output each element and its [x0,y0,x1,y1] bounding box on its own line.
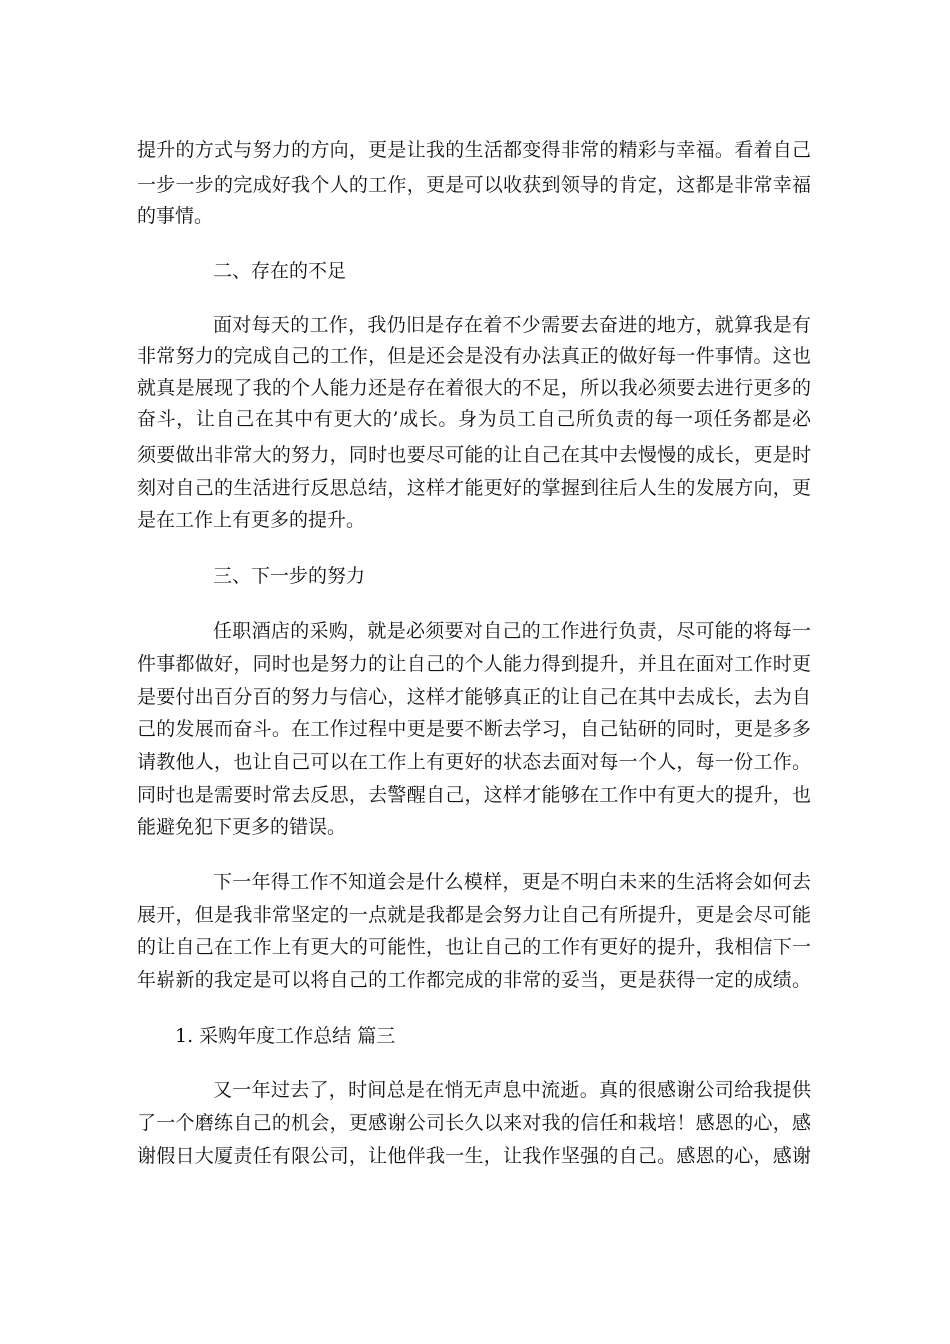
section-heading-next-steps: 三、下一步的努力 [213,565,366,587]
paragraph-line: 了一个磨练自己的机会，更感谢公司长久以来对我的信任和栽培！感恩的心，感 [137,1112,811,1134]
paragraph-line: 须要做出非常大的努力，同时也要尽可能的让自己在其中去慢慢的成长，更是时 [137,444,811,466]
paragraph-line: 非常努力的完成自己的工作，但是还会是没有办法真正的做好每一件事情。这也 [137,345,811,367]
paragraph-line: 的让自己在工作上有更大的可能性，也让自己的工作有更好的提升，我相信下一 [137,936,811,958]
paragraph-line: 谢假日大厦责任有限公司，让他伴我一生，让我作坚强的自己。感恩的心，感谢 [137,1145,811,1167]
paragraph-line: 下一年得工作不知道会是什么模样，更是不明白未来的生活将会如何去 [213,871,811,893]
paragraph-line: 面对每天的工作，我仍旧是存在着不少需要去奋进的地方，就算我是有 [213,314,811,336]
section-heading-part-three: 1. 采购年度工作总结 篇三 [175,1025,396,1047]
paragraph-line: 请教他人，也让自己可以在工作上有更好的状态去面对每一个人，每一份工作。 [137,751,811,773]
paragraph-line: 奋斗，让自己在其中有更大的’成长。身为员工自己所负责的每一项任务都是必 [137,408,811,430]
paragraph-line: 的事情。 [137,205,214,227]
paragraph-line: 又一年过去了，时间总是在悄无声息中流逝。真的很感谢公司给我提供 [213,1079,811,1101]
paragraph-line: 展开，但是我非常坚定的一点就是我都是会努力让自己有所提升，更是会尽可能 [137,904,811,926]
paragraph-line: 己的发展而奋斗。在工作过程中更是要不断去学习，自己钻研的同时，更是多多 [137,718,811,740]
paragraph-line: 刻对自己的生活进行反思总结，这样才能更好的掌握到往后人生的发展方向，更 [137,477,811,499]
paragraph-line: 提升的方式与努力的方向，更是让我的生活都变得非常的精彩与幸福。看着自己 [137,139,811,161]
paragraph-line: 一步一步的完成好我个人的工作，更是可以收获到领导的肯定，这都是非常幸福 [137,174,811,196]
paragraph-line: 能避免犯下更多的错误。 [137,816,347,838]
paragraph-line: 同时也是需要时常去反思，去警醒自己，这样才能够在工作中有更大的提升，也 [137,784,811,806]
section-heading-shortcomings: 二、存在的不足 [213,260,347,282]
paragraph-line: 就真是展现了我的个人能力还是存在着很大的不足，所以我必须要去进行更多的 [137,377,811,399]
paragraph-line: 年崭新的我定是可以将自己的工作都完成的非常的妥当，更是获得一定的成绩。 [137,969,811,991]
paragraph-line: 是在工作上有更多的提升。 [137,509,366,531]
paragraph-line: 件事都做好，同时也是努力的让自己的个人能力得到提升，并且在面对工作时更 [137,653,811,675]
paragraph-line: 任职酒店的采购，就是必须要对自己的工作进行负责，尽可能的将每一 [213,620,811,642]
paragraph-line: 是要付出百分百的努力与信心，这样才能够真正的让自己在其中去成长，去为自 [137,686,811,708]
